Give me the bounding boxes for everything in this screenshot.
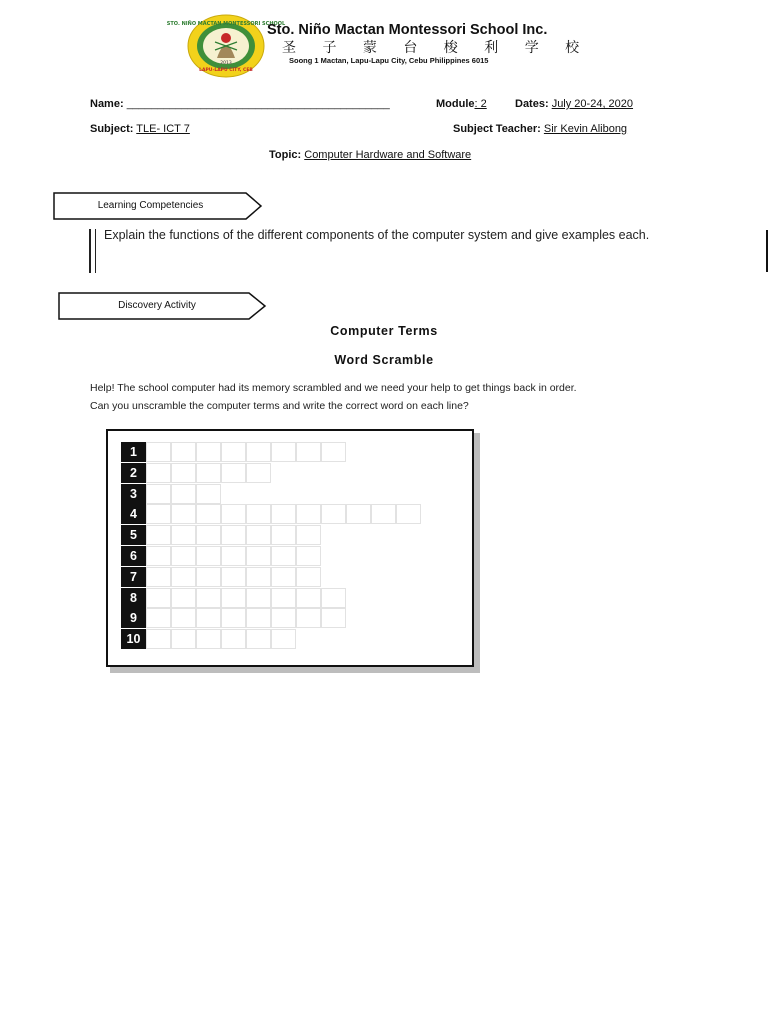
puzzle-row-number: 1 [121,442,146,462]
school-address: Soong 1 Mactan, Lapu-Lapu City, Cebu Philippines 6015 [289,56,489,65]
puzzle-answer-cell[interactable] [296,525,321,545]
word-scramble-title: Word Scramble [334,353,434,367]
competency-bar-inner [95,229,96,273]
puzzle-answer-cell[interactable] [296,504,321,524]
puzzle-row [121,588,346,608]
name-field[interactable]: ___________________________________________ [126,98,390,110]
module-row [436,98,487,110]
puzzle-answer-cell[interactable] [246,546,271,566]
school-name: Sto. Niño Mactan Montessori School Inc. [267,22,548,38]
puzzle-answer-cell[interactable] [196,504,221,524]
puzzle-answer-cell[interactable] [271,442,296,462]
puzzle-answer-cell[interactable] [221,525,246,545]
logo-bottom-text: LAPU-LAPU CITY, CEB [199,68,253,73]
discovery-activity-label: Discovery Activity [118,300,196,311]
dates-label: Dates: [515,98,549,110]
puzzle-answer-cell[interactable] [146,442,171,462]
puzzle-answer-cell[interactable] [221,567,246,587]
puzzle-row [121,567,321,587]
puzzle-row [121,484,221,504]
puzzle-answer-cell[interactable] [396,504,421,524]
puzzle-answer-cell[interactable] [321,608,346,628]
puzzle-answer-cell[interactable] [146,567,171,587]
puzzle-answer-cell[interactable] [196,546,221,566]
puzzle-answer-cell[interactable] [221,546,246,566]
puzzle-answer-cell[interactable] [146,504,171,524]
puzzle-answer-cell[interactable] [221,463,246,483]
puzzle-answer-cell[interactable] [296,442,321,462]
puzzle-answer-cell[interactable] [171,525,196,545]
puzzle-answer-cell[interactable] [296,588,321,608]
teacher-value: Sir Kevin Alibong [543,123,628,135]
puzzle-answer-cell[interactable] [171,504,196,524]
school-logo [166,14,286,78]
puzzle-answer-cell[interactable] [321,504,346,524]
puzzle-answer-cell[interactable] [146,484,171,504]
puzzle-answer-cell[interactable] [271,608,296,628]
subject-label: Subject: [90,123,134,135]
puzzle-row [121,463,271,483]
logo-year: 2013 [220,61,232,66]
puzzle-answer-cell[interactable] [171,588,196,608]
puzzle-row-number: 6 [121,546,146,566]
module-value: : 2 [474,98,487,110]
puzzle-row [121,442,346,462]
puzzle-row-number: 8 [121,588,146,608]
puzzle-row [121,629,296,649]
puzzle-answer-cell[interactable] [371,504,396,524]
competency-text: Explain the functions of the different components of the computer system and give examples each. [104,228,650,242]
puzzle-answer-cell[interactable] [146,463,171,483]
puzzle-answer-cell[interactable] [171,567,196,587]
puzzle-row-number: 10 [121,629,146,649]
puzzle-row [121,546,321,566]
topic-label: Topic: [269,149,302,161]
puzzle-answer-cell[interactable] [246,608,271,628]
discovery-activity-banner [58,292,268,320]
puzzle-answer-cell[interactable] [321,442,346,462]
puzzle-answer-cell[interactable] [146,525,171,545]
puzzle-row [121,608,346,628]
puzzle-answer-cell[interactable] [271,525,296,545]
puzzle-row [121,504,421,524]
learning-competencies-label: Learning Competencies [97,200,204,211]
topic-value: Computer Hardware and Software [304,149,472,161]
puzzle-answer-cell[interactable] [246,567,271,587]
dates-row [515,98,633,110]
puzzle-answer-cell[interactable] [221,608,246,628]
subject-row [90,123,190,135]
puzzle-answer-cell[interactable] [271,588,296,608]
puzzle-answer-cell[interactable] [146,546,171,566]
teacher-row [453,123,627,135]
puzzle-answer-cell[interactable] [196,588,221,608]
puzzle-answer-cell[interactable] [221,588,246,608]
puzzle-answer-cell[interactable] [171,629,196,649]
puzzle-answer-cell[interactable] [296,567,321,587]
puzzle-answer-cell[interactable] [246,588,271,608]
puzzle-row-number: 4 [121,504,146,524]
puzzle-answer-cell[interactable] [346,504,371,524]
puzzle-answer-cell[interactable] [171,546,196,566]
name-label: Name: [90,98,124,110]
puzzle-answer-cell[interactable] [196,525,221,545]
puzzle-answer-cell[interactable] [146,588,171,608]
puzzle-row [121,525,321,545]
puzzle-answer-cell[interactable] [196,629,221,649]
puzzle-answer-cell[interactable] [221,504,246,524]
puzzle-answer-cell[interactable] [196,463,221,483]
puzzle-answer-cell[interactable] [196,484,221,504]
puzzle-answer-cell[interactable] [221,442,246,462]
dates-value: July 20-24, 2020 [551,98,634,110]
puzzle-row-number: 9 [121,608,146,628]
logo-ring-text: STO. NIÑO MACTAN MONTESSORI SCHOOL [166,21,286,27]
puzzle-answer-cell[interactable] [271,504,296,524]
instruction-line-2: Can you unscramble the computer terms and write the correct word on each line? [90,400,469,412]
puzzle-answer-cell[interactable] [246,525,271,545]
puzzle-row-number: 5 [121,525,146,545]
puzzle-answer-cell[interactable] [246,463,271,483]
puzzle-answer-cell[interactable] [221,629,246,649]
puzzle-answer-cell[interactable] [171,608,196,628]
computer-terms-title: Computer Terms [330,324,438,338]
puzzle-answer-cell[interactable] [271,629,296,649]
puzzle-answer-cell[interactable] [296,546,321,566]
module-label: Module [436,98,475,110]
puzzle-answer-cell[interactable] [146,608,171,628]
puzzle-answer-cell[interactable] [196,567,221,587]
puzzle-answer-cell[interactable] [271,546,296,566]
puzzle-answer-cell[interactable] [246,629,271,649]
puzzle-row-number: 3 [121,484,146,504]
puzzle-answer-cell[interactable] [146,629,171,649]
puzzle-answer-cell[interactable] [321,588,346,608]
subject-value: TLE- ICT 7 [136,123,190,135]
puzzle-answer-cell[interactable] [271,567,296,587]
puzzle-answer-cell[interactable] [171,442,196,462]
puzzle-answer-cell[interactable] [246,504,271,524]
puzzle-answer-cell[interactable] [196,442,221,462]
teacher-label: Subject Teacher: [453,123,541,135]
name-row [90,98,390,110]
school-name-chinese: 圣 子 蒙 台 梭 利 学 校 [282,40,591,56]
puzzle-answer-cell[interactable] [296,608,321,628]
puzzle-answer-cell[interactable] [246,442,271,462]
puzzle-answer-cell[interactable] [171,484,196,504]
puzzle-answer-cell[interactable] [196,608,221,628]
instruction-line-1: Help! The school computer had its memory scrambled and we need your help to get things back in order. [90,382,577,394]
topic-row [269,149,471,161]
puzzle-row-number: 7 [121,567,146,587]
puzzle-row-number: 2 [121,463,146,483]
learning-competencies-banner [53,192,263,220]
puzzle-answer-cell[interactable] [171,463,196,483]
